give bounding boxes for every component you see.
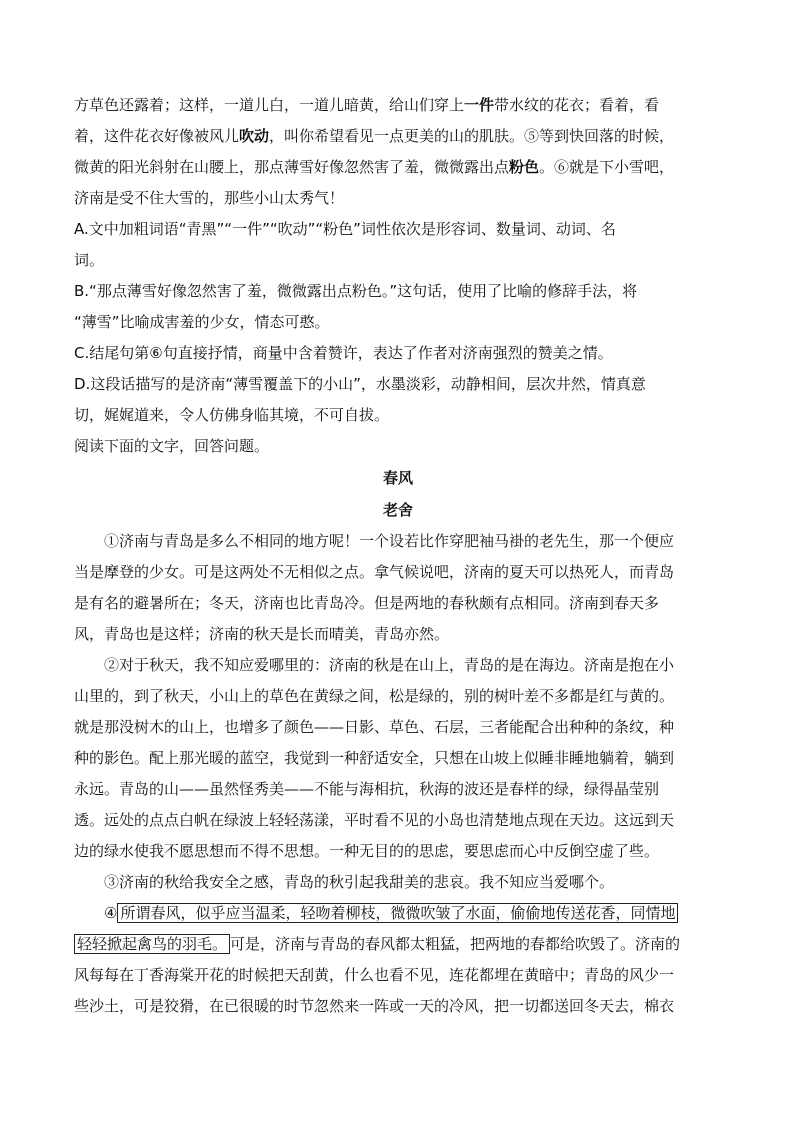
paragraph-line: 就是那没树木的山上，也增多了颜色——日影、草色、石层，三者能配合出种种的条纹，种 [74,718,675,736]
bold-word: 一件 [464,96,495,114]
text-run: 可是，济南与青岛的春风都太粗猛， [230,935,471,953]
paragraph-3: ③济南的秋给我安全之感，青岛的秋引起我甜美的悲哀。我不知应当爱哪个。 [104,873,615,891]
option-d-line: D.这段话描写的是济南“薄雪覆盖下的小山”，水墨淡彩，动静相间，层次井然，情真意 [74,375,646,393]
intro-line: 济南是受不住大雪的，那些小山太秀气！ [74,189,345,207]
text-run: 带水纹的花衣；看着，看 [494,96,660,114]
option-a-line: A.文中加粗词语“青黑”“一件”“吹动”“粉色”词性依次是形容词、数量词、动词、名 [74,220,616,238]
paragraph-line [74,929,722,960]
paragraph-line: 永远。青岛的山——虽然怪秀美——不能与海相抗，秋海的波还是春样的绿，绿得晶莹别 [74,780,660,798]
option-c-line: C.结尾句第⑥句直接抒情，商量中含着赞许，表达了作者对济南强烈的赞美之情。 [74,344,613,362]
paragraph-line: 边的绿水使我不愿思想而不得不思想。一种无目的的思虑，要思虑而心中反倒空虚了些。 [74,842,660,860]
bold-word: 粉色 [509,158,540,176]
paragraph-line: 种的影色。配上那光暖的蓝空，我觉到一种舒适安全，只想在山坡上似睡非睡地躺着，躺到 [74,749,675,767]
marked-phrase: 把两地的春都给吹毁了。 [470,935,636,953]
answer-options [74,214,722,462]
article-title: 春风 [382,469,413,487]
option-a-line: 词。 [74,251,105,269]
text-run: 方草色还露着；这样，一道儿白，一道儿暗黄，给山们穿上 [74,96,465,114]
text-run: 济南的 [635,935,681,953]
article-author: 老舍 [382,501,413,519]
boxed-sentence: 所谓春风，似乎应当温柔，轻吻着柳枝，微微吹皱了水面，偷偷地传送花香，同情地 [117,903,678,923]
option-b-line: “薄雪”比喻成害羞的少女，情态可憨。 [74,313,330,331]
paragraph-line: 当是摩登的少女。可是这两处不无相似之点。拿气候说吧，济南的夏天可以热死人，而青岛 [74,563,675,581]
text-run: ，叫你希望看见一点更美的山的肌肤。⑤等到快回落的时候， [269,127,675,145]
paragraph-line: 山里的，到了秋天，小山上的草色在黄绿之间，松是绿的，别的树叶差不多都是红与黄的。 [74,687,675,705]
paragraph-1 [74,526,722,650]
paragraph-line: 风每每在丁香海棠开花的时候把天刮黄，什么也看不见，连花都埋在黄暗中；青岛的风少一 [74,966,675,984]
text-run: 着，这件花衣好像被风儿 [74,127,240,145]
paragraph-number: ④ [104,904,118,922]
reading-instruction: 阅读下面的文字，回答问题。 [74,437,270,455]
text-run: 。⑥就是下小雪吧， [539,158,675,176]
option-b-line: B.“那点薄雪好像忽然害了羞，微微露出点粉色。”这句话，使用了比喻的修辞手法，将 [74,282,638,300]
intro-line [74,152,722,183]
intro-line [74,90,722,121]
bold-word: 吹动 [239,127,270,145]
intro-line [74,121,722,152]
boxed-sentence: 轻轻掀起禽鸟的羽毛。 [74,934,230,954]
intro-passage [74,90,722,214]
page-content [74,90,722,1022]
paragraph-line: 些沙土，可是狡猾，在已很暖的时节忽然来一阵或一天的冷风，把一切都送回冬天去，棉衣 [74,997,675,1015]
paragraph-line: ①济南与青岛是多么不相同的地方呢！一个设若比作穿肥袖马褂的老先生，那一个便应 [104,532,675,550]
paragraph-2 [74,650,722,867]
option-d-line: 切，娓娓道来，令人仿佛身临其境，不可自拔。 [74,406,390,424]
paragraph-line: 透。远处的点点白帆在绿波上轻轻荡漾，平时看不见的小岛也清楚地点现在天边。这远到天 [74,811,675,829]
paragraph-line [74,898,722,929]
paragraph-line: 风，青岛也是这样；济南的秋天是长而晴美，青岛亦然。 [74,625,450,643]
text-run: 微黄的阳光斜射在山腰上，那点薄雪好像忽然害了羞，微微露出点 [74,158,510,176]
paragraph-4 [74,898,722,1022]
paragraph-line: 是有名的避暑所在；冬天，济南也比青岛冷。但是两地的春秋颇有点相同。济南到春天多 [74,594,660,612]
paragraph-line: ②对于秋天，我不知应爱哪里的：济南的秋是在山上，青岛的是在海边。济南是抱在小 [104,656,675,674]
